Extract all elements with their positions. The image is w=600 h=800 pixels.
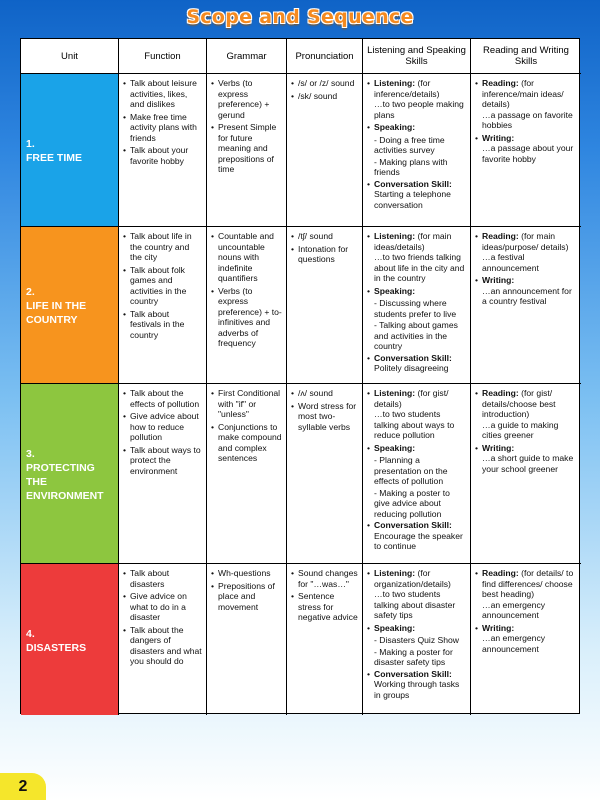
conversation-entry xyxy=(367,353,466,374)
unit-number: 4. xyxy=(26,627,35,640)
pronunciation-cell-item: • /tʃ/ sound xyxy=(291,231,358,242)
function-cell-item: • Give advice about how to reduce pollution xyxy=(123,411,202,443)
conversation-label: Conversation Skill: xyxy=(374,178,452,189)
writing-label: Writing: xyxy=(482,132,515,143)
function-cell-item: • Talk about festivals in the country xyxy=(123,309,202,341)
listening-speaking-cell xyxy=(363,227,471,384)
conversation-label: Conversation Skill: xyxy=(374,668,452,679)
reading-label: Reading: xyxy=(482,568,519,578)
reading-purpose: (for details/ to find differences/ choose best heading) xyxy=(482,568,574,599)
listening-purpose: (for inference/details) xyxy=(374,78,440,99)
reading-purpose: (for inference/main ideas/ details) xyxy=(482,78,564,109)
pronunciation-cell xyxy=(287,74,363,227)
conversation-text: Encourage the speaker to continue xyxy=(374,530,463,551)
unit-cell xyxy=(21,227,119,384)
unit-cell xyxy=(21,384,119,564)
grammar-cell-item: • Prepositions of place and movement xyxy=(211,581,282,613)
pronunciation-cell-item: • /ʌ/ sound xyxy=(291,388,358,399)
header-grammar: Grammar xyxy=(207,39,287,74)
speaking-entry xyxy=(367,443,466,454)
function-cell xyxy=(119,227,207,384)
pronunciation-cell-item: • Intonation for questions xyxy=(291,244,358,265)
listening-entry xyxy=(367,231,466,284)
speaking-label: Speaking: xyxy=(374,122,416,132)
reading-detail: …a festival announcement xyxy=(482,252,539,273)
header-unit: Unit xyxy=(21,39,119,74)
listening-label: Listening: xyxy=(374,388,416,398)
header-reading-writing: Reading and Writing Skills xyxy=(471,39,581,74)
function-cell-item: • Talk about the dangers of disasters and what you should do xyxy=(123,625,202,667)
conversation-text: Politely disagreeing xyxy=(374,363,449,373)
reading-detail: …an emergency announcement xyxy=(482,599,546,620)
speaking-activity: - Disasters Quiz Show xyxy=(374,635,460,645)
function-cell xyxy=(119,564,207,715)
unit-cell xyxy=(21,74,119,227)
conversation-entry xyxy=(367,179,466,211)
pronunciation-cell-item: • Sound changes for "…was…" xyxy=(291,568,358,589)
speaking-label: Speaking: xyxy=(374,442,416,453)
writing-label: Writing: xyxy=(482,442,515,453)
speaking-activity: - Doing a free time activities survey xyxy=(374,134,445,155)
listening-speaking-cell xyxy=(363,74,471,227)
function-cell-item: • Talk about life in the country and the city xyxy=(123,231,202,263)
function-cell-item: • Talk about folk games and activities in the country xyxy=(123,265,202,307)
conversation-entry xyxy=(367,520,466,552)
listening-purpose: (for organization/details) xyxy=(374,568,451,589)
listening-detail: …to two friends talking about life in the city and in the country xyxy=(374,252,465,283)
unit-name: FREE TIME xyxy=(26,152,83,164)
listening-entry xyxy=(367,388,466,441)
pronunciation-cell-item: • Word stress for most two-syllable verbs xyxy=(291,401,358,433)
reading-entry xyxy=(475,568,577,621)
conversation-text: Starting a telephone conversation xyxy=(374,189,451,210)
function-cell-item: • Make free time activity plans with friends xyxy=(123,112,202,144)
listening-detail: …to two students talking about ways to reduce pollution xyxy=(374,409,455,440)
grammar-cell-item: • Conjunctions to make compound and complex sentences xyxy=(211,422,282,464)
function-cell-item: • Talk about leisure activities, likes, and dislikes xyxy=(123,78,202,110)
speaking-activity: - Discussing where students prefer to live xyxy=(374,298,457,319)
writing-detail: …an announcement for a country festival xyxy=(482,285,572,306)
pronunciation-cell xyxy=(287,564,363,715)
reading-detail: …a guide to making cities greener xyxy=(482,419,559,440)
speaking-entry xyxy=(367,623,466,634)
writing-entry xyxy=(475,133,577,165)
reading-writing-cell xyxy=(471,74,581,227)
function-cell-item: • Talk about the effects of pollution xyxy=(123,388,202,409)
header-pronunciation: Pronunciation xyxy=(287,39,363,74)
grammar-cell xyxy=(207,564,287,715)
speaking-activity: - Planning a presentation on the effects of pollution xyxy=(374,455,448,486)
reading-label: Reading: xyxy=(482,231,519,241)
writing-detail: …a short guide to make your school greener xyxy=(482,453,574,474)
function-cell-item: • Talk about ways to protect the environment xyxy=(123,445,202,477)
pronunciation-cell xyxy=(287,227,363,384)
conversation-entry xyxy=(367,669,466,701)
speaking-activity: - Making a poster for disaster safety tips xyxy=(374,646,453,667)
listening-detail: …to two people making plans xyxy=(374,99,464,120)
writing-entry xyxy=(475,623,577,655)
reading-label: Reading: xyxy=(482,78,519,88)
writing-detail: …an emergency announcement xyxy=(482,633,546,654)
grammar-cell-item: • Verbs (to express preference) + gerund xyxy=(211,78,282,120)
header-function: Function xyxy=(119,39,207,74)
writing-detail: …a passage about your favorite hobby xyxy=(482,143,574,164)
function-cell xyxy=(119,74,207,227)
function-cell-item: • Give advice on what to do in a disaster xyxy=(123,591,202,623)
conversation-label: Conversation Skill: xyxy=(374,352,452,363)
reading-entry xyxy=(475,231,577,273)
listening-label: Listening: xyxy=(374,78,416,88)
scope-sequence-table xyxy=(20,38,580,714)
unit-number: 3. xyxy=(26,447,35,460)
grammar-cell-item: • Countable and uncountable nouns with indefinite quantifiers xyxy=(211,231,282,284)
speaking-activity: - Making a poster to give advice about reducing pollution xyxy=(374,487,450,519)
listening-entry xyxy=(367,78,466,120)
conversation-text: Working through tasks in groups xyxy=(374,679,460,700)
grammar-cell xyxy=(207,384,287,564)
reading-detail: …a passage on favorite hobbies xyxy=(482,109,573,130)
unit-name: DISASTERS xyxy=(26,641,87,654)
writing-label: Writing: xyxy=(482,275,515,285)
reading-writing-cell xyxy=(471,564,581,715)
listening-speaking-cell xyxy=(363,564,471,715)
pronunciation-cell-item: • /s/ or /z/ sound xyxy=(291,78,358,89)
page-number: 2 xyxy=(0,773,46,800)
page-title: Scope and Sequence xyxy=(186,6,414,28)
unit-cell xyxy=(21,564,119,715)
speaking-label: Speaking: xyxy=(374,622,416,633)
listening-label: Listening: xyxy=(374,568,416,578)
reading-entry xyxy=(475,78,577,131)
grammar-cell xyxy=(207,74,287,227)
grammar-cell-item: • Wh-questions xyxy=(211,568,282,579)
listening-entry xyxy=(367,568,466,621)
listening-label: Listening: xyxy=(374,231,416,241)
conversation-label: Conversation Skill: xyxy=(374,520,452,530)
function-cell-item: • Talk about disasters xyxy=(123,568,202,589)
reading-writing-cell xyxy=(471,384,581,564)
unit-name: LIFE IN THE COUNTRY xyxy=(26,300,87,326)
function-cell xyxy=(119,384,207,564)
reading-purpose: (for main ideas/purpose/ details) xyxy=(482,231,569,252)
reading-label: Reading: xyxy=(482,388,519,398)
speaking-entry xyxy=(367,122,466,133)
writing-entry xyxy=(475,275,577,307)
function-cell-item: • Talk about your favorite hobby xyxy=(123,145,202,166)
writing-label: Writing: xyxy=(482,622,515,633)
reading-entry xyxy=(475,388,577,441)
pronunciation-cell-item: • Sentence stress for negative advice xyxy=(291,591,358,623)
listening-purpose: (for main ideas/details) xyxy=(374,231,452,252)
speaking-activity: - Talking about games and activities in the country xyxy=(374,320,458,351)
pronunciation-cell xyxy=(287,384,363,564)
reading-purpose: (for gist/ details/choose best introduction) xyxy=(482,388,556,419)
listening-detail: …to two students talking about disaster safety tips xyxy=(374,589,456,620)
grammar-cell xyxy=(207,227,287,384)
grammar-cell-item: • Present Simple for future meaning and prepositions of time xyxy=(211,122,282,175)
listening-purpose: (for gist/ details) xyxy=(374,388,449,409)
speaking-activity: - Making plans with friends xyxy=(374,156,448,177)
grammar-cell-item: • First Conditional with "if" or "unless" xyxy=(211,388,282,420)
unit-name: PROTECTING THE ENVIRONMENT xyxy=(26,461,104,502)
speaking-entry xyxy=(367,286,466,297)
writing-entry xyxy=(475,443,577,475)
unit-number: 1. xyxy=(26,138,35,150)
unit-number: 2. xyxy=(26,286,35,298)
reading-writing-cell xyxy=(471,227,581,384)
header-listening-speaking: Listening and Speaking Skills xyxy=(363,39,471,74)
listening-speaking-cell xyxy=(363,384,471,564)
grammar-cell-item: • Verbs (to express preference) + to-infinitives and adverbs of frequency xyxy=(211,286,282,349)
pronunciation-cell-item: • /sk/ sound xyxy=(291,91,358,102)
speaking-label: Speaking: xyxy=(374,285,416,296)
